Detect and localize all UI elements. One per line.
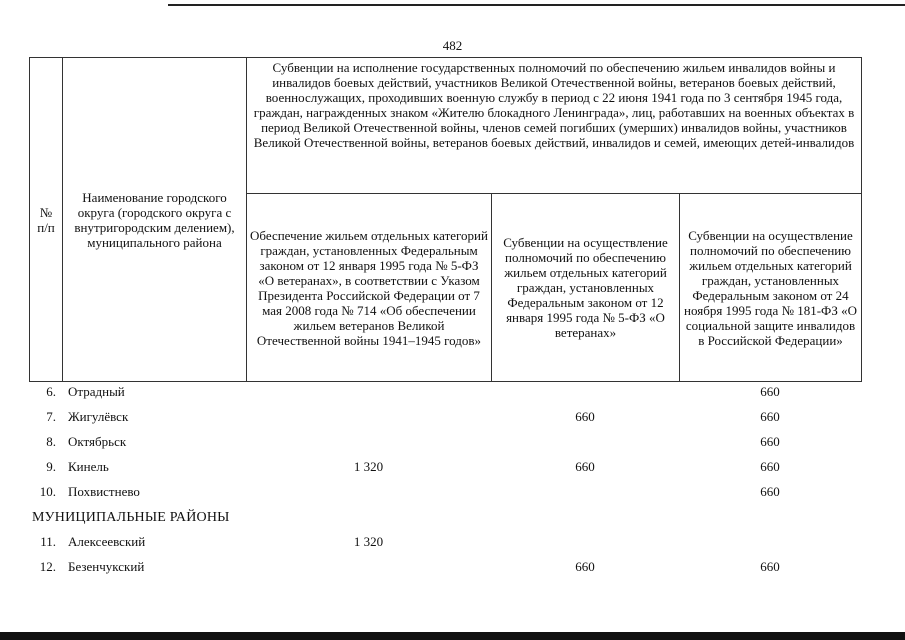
- table-row: [0, 554, 905, 579]
- section-title: МУНИЦИПАЛЬНЫЕ РАЙОНЫ: [32, 510, 230, 525]
- row-number: 6.: [46, 384, 56, 399]
- row-value-3: 660: [760, 459, 780, 474]
- main-subvention-header: Субвенции на исполнение государственных полномочий по обеспечению жильем инвалидов войны и инвалидов боевых действий, участников Великой Отечественной войны, ветеранов боевых действий, военнослужащих, проходивших военную службу в период с 22 июня 1941 года по 3 сентября 1945 года, граждан, награжденных знаком «Жителю блокадного Ленинграда», лиц, работавших на военных объектах в период Великой Отечественной войны, членов семей погибших (умерших) инвалидов войны, участников Великой Отечественной войны, ветеранов боевых действий, инвалидов и семей, имеющих детей-инвалидов: [246, 57, 862, 194]
- table-row: [0, 379, 905, 404]
- row-number: 9.: [46, 459, 56, 474]
- top-rule: [168, 4, 905, 6]
- row-number: 10.: [39, 484, 56, 499]
- row-name: Безенчукский: [68, 559, 145, 574]
- row-name: Отрадный: [68, 384, 125, 399]
- page-number: 482: [442, 38, 463, 53]
- subcol1-header: Обеспечение жильем отдельных категорий граждан, установленных Федеральным законом от 12 января 1995 года № 5-ФЗ «О ветеранах», в соответствии с Указом Президента Российской Федерации от 7 мая 2008 года № 714 «Об обеспечении жильем ветеранов Великой Отечественной войны 1941–1945 годов»: [246, 193, 492, 382]
- row-number: 11.: [40, 534, 56, 549]
- row-value-3: 660: [760, 434, 780, 449]
- table-row: [0, 454, 905, 479]
- table-row: [0, 404, 905, 429]
- table-row: [0, 429, 905, 454]
- row-value-3: 660: [760, 409, 780, 424]
- row-name: Кинель: [68, 459, 109, 474]
- row-number: 7.: [46, 409, 56, 424]
- row-name: Октябрьск: [68, 434, 127, 449]
- row-value-3: 660: [760, 559, 780, 574]
- row-name: Похвистнево: [68, 484, 140, 499]
- row-value-2: 660: [575, 559, 595, 574]
- row-name: Алексеевский: [68, 534, 146, 549]
- row-value-3: 660: [760, 384, 780, 399]
- row-name: Жигулёвск: [68, 409, 129, 424]
- num-column-header: № п/п: [29, 57, 63, 382]
- row-number: 8.: [46, 434, 56, 449]
- row-value-2: 660: [575, 459, 595, 474]
- subcol2-header: Субвенции на осуществление полномочий по обеспечению жильем отдельных категорий граждан, установленных Федеральным законом от 12 января 1995 года № 5-ФЗ «О ветеранах»: [491, 193, 680, 382]
- row-value-1: 1 320: [353, 534, 384, 549]
- name-column-header: Наименование городского округа (городского округа с внутригородским делением), муниципального района: [62, 57, 247, 382]
- table-row: [0, 479, 905, 504]
- bottom-rule: [0, 632, 905, 640]
- row-number: 12.: [39, 559, 56, 574]
- row-value-1: 1 320: [353, 459, 384, 474]
- table-row: [0, 529, 905, 554]
- row-value-3: 660: [760, 484, 780, 499]
- subcol3-header: Субвенции на осуществление полномочий по обеспечению жильем отдельных категорий граждан, установленных Федеральным законом от 24 ноября 1995 года № 181-ФЗ «О социальной защите инвалидов в Российской Федерации»: [679, 193, 862, 382]
- row-value-2: 660: [575, 409, 595, 424]
